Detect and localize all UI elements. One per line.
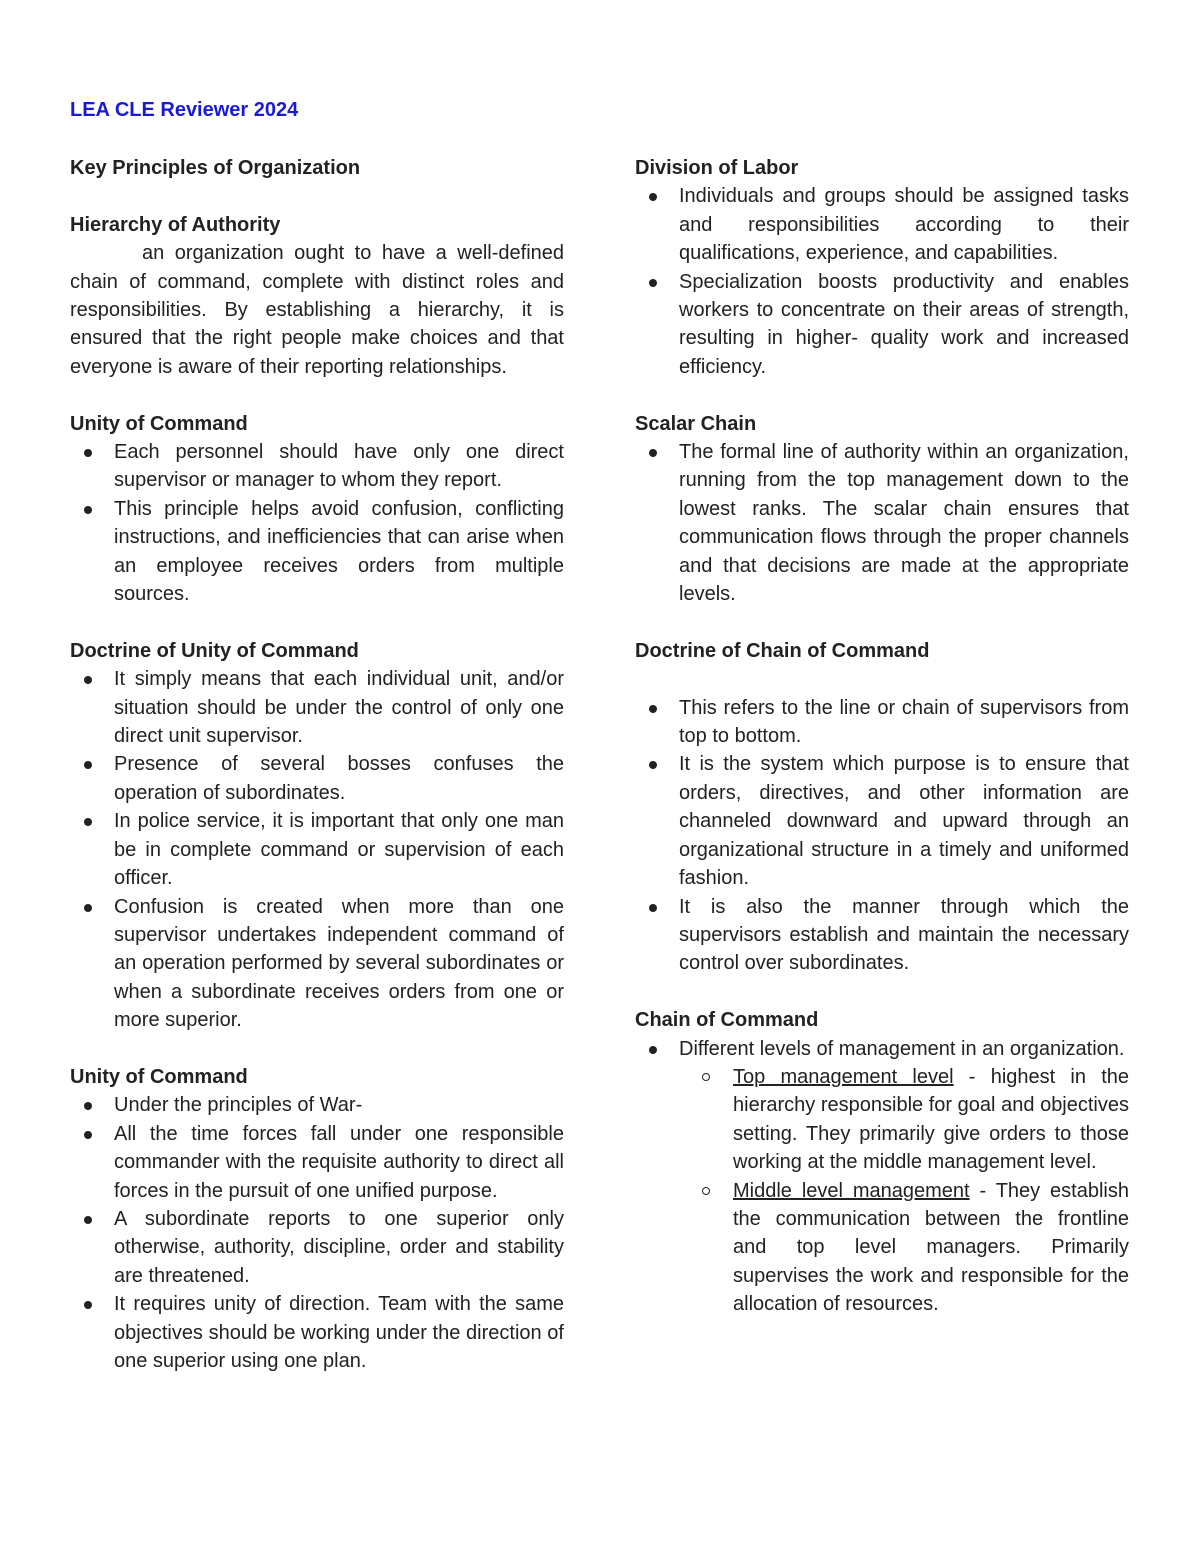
doctrine-chain-list [635, 694, 1129, 978]
document-title: LEA CLE Reviewer 2024 [70, 99, 299, 121]
list-item: Under the principles of War- [114, 1091, 564, 1119]
term-top-management: Top management level [733, 1065, 954, 1088]
list-item: This principle helps avoid confusion, conflicting instructions, and inefficiencies that can arise when an employee receives orders from multiple sources. [114, 495, 564, 609]
chain-of-command-list [635, 1035, 1129, 1319]
doctrine-unity-list [70, 665, 564, 1034]
section-heading-division-of-labor: Division of Labor [635, 157, 799, 179]
definition-top-management: - highest in the hierarchy responsible for goal and objectives setting. They primarily give orders to those working at the middle management level. [733, 1065, 1130, 1174]
sub-list-item-top-management [733, 1063, 1129, 1177]
unity-of-command-war-list [70, 1091, 564, 1375]
list-item: This refers to the line or chain of supervisors from top to bottom. [679, 694, 1129, 751]
list-item-text: Different levels of management in an organization. [679, 1037, 1125, 1060]
management-levels-list [679, 1063, 1129, 1319]
section-heading-unity-of-command: Unity of Command [70, 412, 248, 435]
list-item: Specialization boosts productivity and enables workers to concentrate on their areas of strength, resulting in higher- quality work and increased efficiency. [679, 268, 1129, 382]
list-item: In police service, it is important that only one man be in complete command or supervision of each officer. [114, 807, 564, 892]
section-heading-chain-of-command: Chain of Command [635, 1009, 819, 1032]
scalar-chain-list [635, 438, 1129, 608]
section-heading-doctrine-unity: Doctrine of Unity of Command [70, 639, 359, 662]
definition-middle-management: - They establish the communication between the frontline and top level managers. Primarily supervises the work and responsible for the allocation of resources. [733, 1179, 1129, 1316]
list-item [679, 1035, 1129, 1319]
list-item: It is also the manner through which the supervisors establish and maintain the necessary control over subordinates. [679, 893, 1129, 978]
list-item: It simply means that each individual unit, and/or situation should be under the control of only one direct unit supervisor. [114, 665, 564, 750]
hierarchy-paragraph: an organization ought to have a well-defined chain of command, complete with distinct roles and responsibilities. By establishing a hierarchy, it is ensured that the right people make choices and that everyone is aware of their reporting relationships. [70, 242, 564, 378]
list-item: Presence of several bosses confuses the operation of subordinates. [114, 750, 564, 807]
list-item: It requires unity of direction. Team with the same objectives should be working under the direction of one superior using one plan. [114, 1290, 564, 1375]
list-item: A subordinate reports to one superior only otherwise, authority, discipline, order and stability are threatened. [114, 1205, 564, 1290]
list-item: Confusion is created when more than one supervisor undertakes independent command of an operation performed by several subordinates or when a subordinate receives orders from one or more superior. [114, 893, 564, 1035]
section-heading-scalar-chain: Scalar Chain [635, 412, 757, 435]
left-column [70, 154, 564, 1375]
section-heading-key-principles: Key Principles of Organization [70, 157, 361, 179]
section-heading-doctrine-chain: Doctrine of Chain of Command [635, 639, 930, 662]
list-item: Individuals and groups should be assigned tasks and responsibilities according to their qualifications, experience, and capabilities. [679, 182, 1129, 267]
term-middle-management: Middle level management [733, 1179, 970, 1202]
list-item: All the time forces fall under one responsible commander with the requisite authority to direct all forces in the pursuit of one unified purpose. [114, 1120, 564, 1205]
list-item: Each personnel should have only one direct supervisor or manager to whom they report. [114, 438, 564, 495]
list-item: It is the system which purpose is to ensure that orders, directives, and other information are channeled downward and upward through an organizational structure in a timely and uniformed fashion. [679, 750, 1129, 892]
section-heading-hierarchy: Hierarchy of Authority [70, 213, 281, 236]
list-item: The formal line of authority within an organization, running from the top management down to the lowest ranks. The scalar chain ensures that communication flows through the proper channels and that decisions are made at the appropriate levels. [679, 438, 1129, 608]
unity-of-command-list [70, 438, 564, 608]
right-column [635, 154, 1129, 1319]
section-heading-unity-of-command-2: Unity of Command [70, 1065, 248, 1088]
division-of-labor-list [635, 182, 1129, 381]
sub-list-item-middle-management [733, 1177, 1129, 1319]
